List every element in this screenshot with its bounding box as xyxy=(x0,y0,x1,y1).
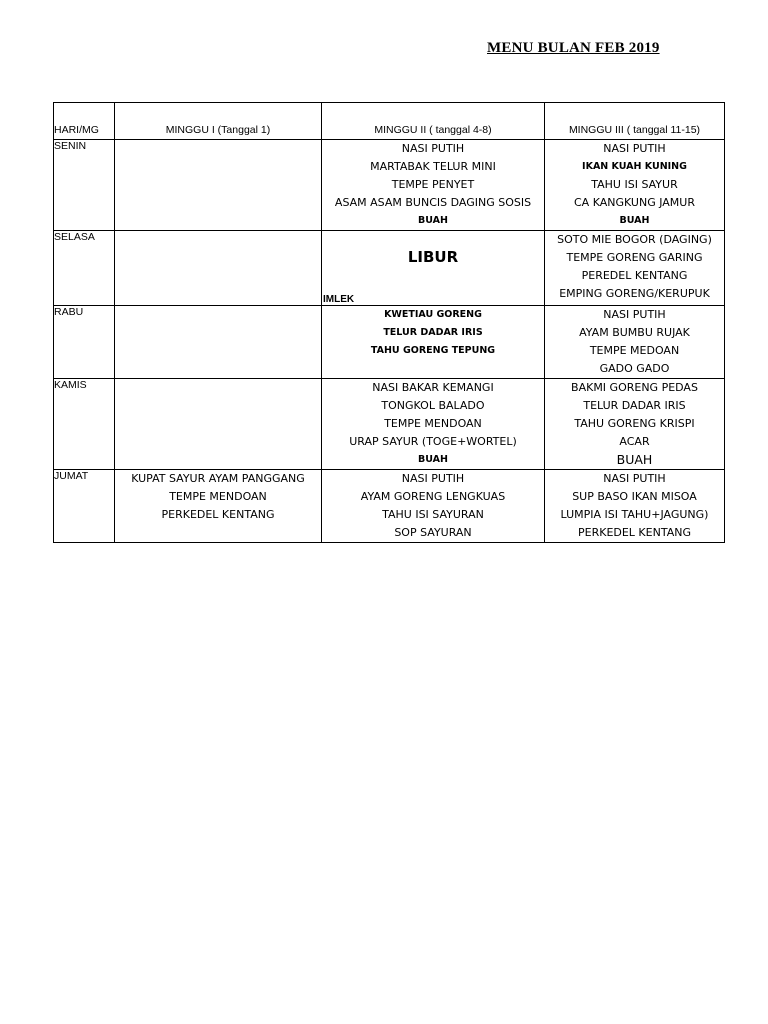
menu-item: ASAM ASAM BUNCIS DAGING SOSIS xyxy=(334,196,532,209)
menu-item: PERKEDEL KENTANG xyxy=(578,526,691,539)
row-kamis xyxy=(54,379,725,470)
header-row xyxy=(54,103,725,140)
rabu-week-2 xyxy=(322,306,545,379)
menu-item: TAHU ISI SAYUR xyxy=(591,178,678,191)
holiday-note: IMLEK xyxy=(323,294,355,305)
day-cell-senin: SENIN xyxy=(54,140,115,231)
rabu-week-1 xyxy=(115,306,322,379)
jumat-week-1 xyxy=(115,470,322,543)
row-senin xyxy=(54,140,725,231)
header-week-2: MINGGU II ( tanggal 4-8) xyxy=(322,103,545,140)
menu-item: BUAH xyxy=(418,454,448,465)
jumat-week-2 xyxy=(322,470,545,543)
kamis-week-2 xyxy=(322,379,545,470)
menu-item: NASI PUTIH xyxy=(603,472,666,485)
menu-item: TEMPE MENDOAN xyxy=(169,490,267,503)
document-title: MENU BULAN FEB 2019 xyxy=(487,40,660,56)
menu-item: SOP SAYURAN xyxy=(394,526,472,539)
selasa-week-3 xyxy=(545,231,725,306)
row-rabu xyxy=(54,306,725,379)
menu-item: TEMPE MENDOAN xyxy=(384,417,482,430)
menu-item: ACAR xyxy=(619,435,650,448)
menu-item: CA KANGKUNG JAMUR xyxy=(574,196,695,209)
menu-item: NASI PUTIH xyxy=(603,142,666,155)
menu-item: KWETIAU GORENG xyxy=(384,309,482,320)
menu-item: SUP BASO IKAN MISOA xyxy=(572,490,697,503)
header-week-3: MINGGU III ( tanggal 11-15) xyxy=(545,103,725,140)
day-cell-kamis: KAMIS xyxy=(54,379,115,470)
menu-item: TELUR DADAR IRIS xyxy=(583,399,686,412)
day-cell-selasa: SELASA xyxy=(54,231,115,306)
menu-item: BUAH xyxy=(418,215,448,226)
menu-item: IKAN KUAH KUNING xyxy=(582,161,687,172)
kamis-week-3 xyxy=(545,379,725,470)
menu-item: PERKEDEL KENTANG xyxy=(161,508,275,521)
selasa-week-2 xyxy=(322,231,545,306)
menu-item: MARTABAK TELUR MINI xyxy=(370,160,496,173)
menu-item: AYAM GORENG LENGKUAS xyxy=(360,490,506,503)
menu-item: BUAH xyxy=(619,215,650,226)
menu-item: BAKMI GORENG PEDAS xyxy=(571,381,698,394)
senin-week-1 xyxy=(115,140,322,231)
menu-item: TEMPE MEDOAN xyxy=(589,344,680,357)
selasa-week-1 xyxy=(115,231,322,306)
menu-item: TONGKOL BALADO xyxy=(381,399,485,412)
menu-item: AYAM BUMBU RUJAK xyxy=(579,326,690,339)
holiday-label: LIBUR xyxy=(407,248,459,266)
senin-week-3 xyxy=(545,140,725,231)
jumat-week-3 xyxy=(545,470,725,543)
menu-item: TELUR DADAR IRIS xyxy=(383,327,483,338)
day-cell-jumat: JUMAT xyxy=(54,470,115,543)
header-week-1: MINGGU I (Tanggal 1) xyxy=(115,103,322,140)
row-jumat xyxy=(54,470,725,543)
menu-item: EMPING GORENG/KERUPUK xyxy=(559,287,710,300)
menu-item: NASI BAKAR KEMANGI xyxy=(372,381,494,394)
menu-item: SOTO MIE BOGOR (DAGING) xyxy=(557,233,712,246)
menu-item: BUAH xyxy=(616,452,653,467)
kamis-week-1 xyxy=(115,379,322,470)
rabu-week-3 xyxy=(545,306,725,379)
row-selasa xyxy=(54,231,725,306)
menu-item: NASI PUTIH xyxy=(401,142,465,155)
senin-week-2 xyxy=(322,140,545,231)
menu-item: TAHU GORENG KRISPI xyxy=(574,417,695,430)
menu-item: PEREDEL KENTANG xyxy=(581,269,688,282)
menu-item: URAP SAYUR (TOGE+WORTEL) xyxy=(349,435,517,448)
menu-item: TAHU GORENG TEPUNG xyxy=(370,345,496,356)
menu-item: KUPAT SAYUR AYAM PANGGANG xyxy=(131,472,305,485)
menu-item: TAHU ISI SAYURAN xyxy=(382,508,484,521)
menu-item: TEMPE GORENG GARING xyxy=(566,251,703,264)
menu-table xyxy=(53,102,725,543)
day-cell-rabu: RABU xyxy=(54,306,115,379)
menu-item: LUMPIA ISI TAHU+JAGUNG) xyxy=(560,508,709,521)
menu-item: GADO GADO xyxy=(599,362,670,375)
menu-item: NASI PUTIH xyxy=(603,308,666,321)
menu-item: TEMPE PENYET xyxy=(391,178,475,191)
menu-item: NASI PUTIH xyxy=(401,472,465,485)
header-day: HARI/MG xyxy=(54,103,115,140)
